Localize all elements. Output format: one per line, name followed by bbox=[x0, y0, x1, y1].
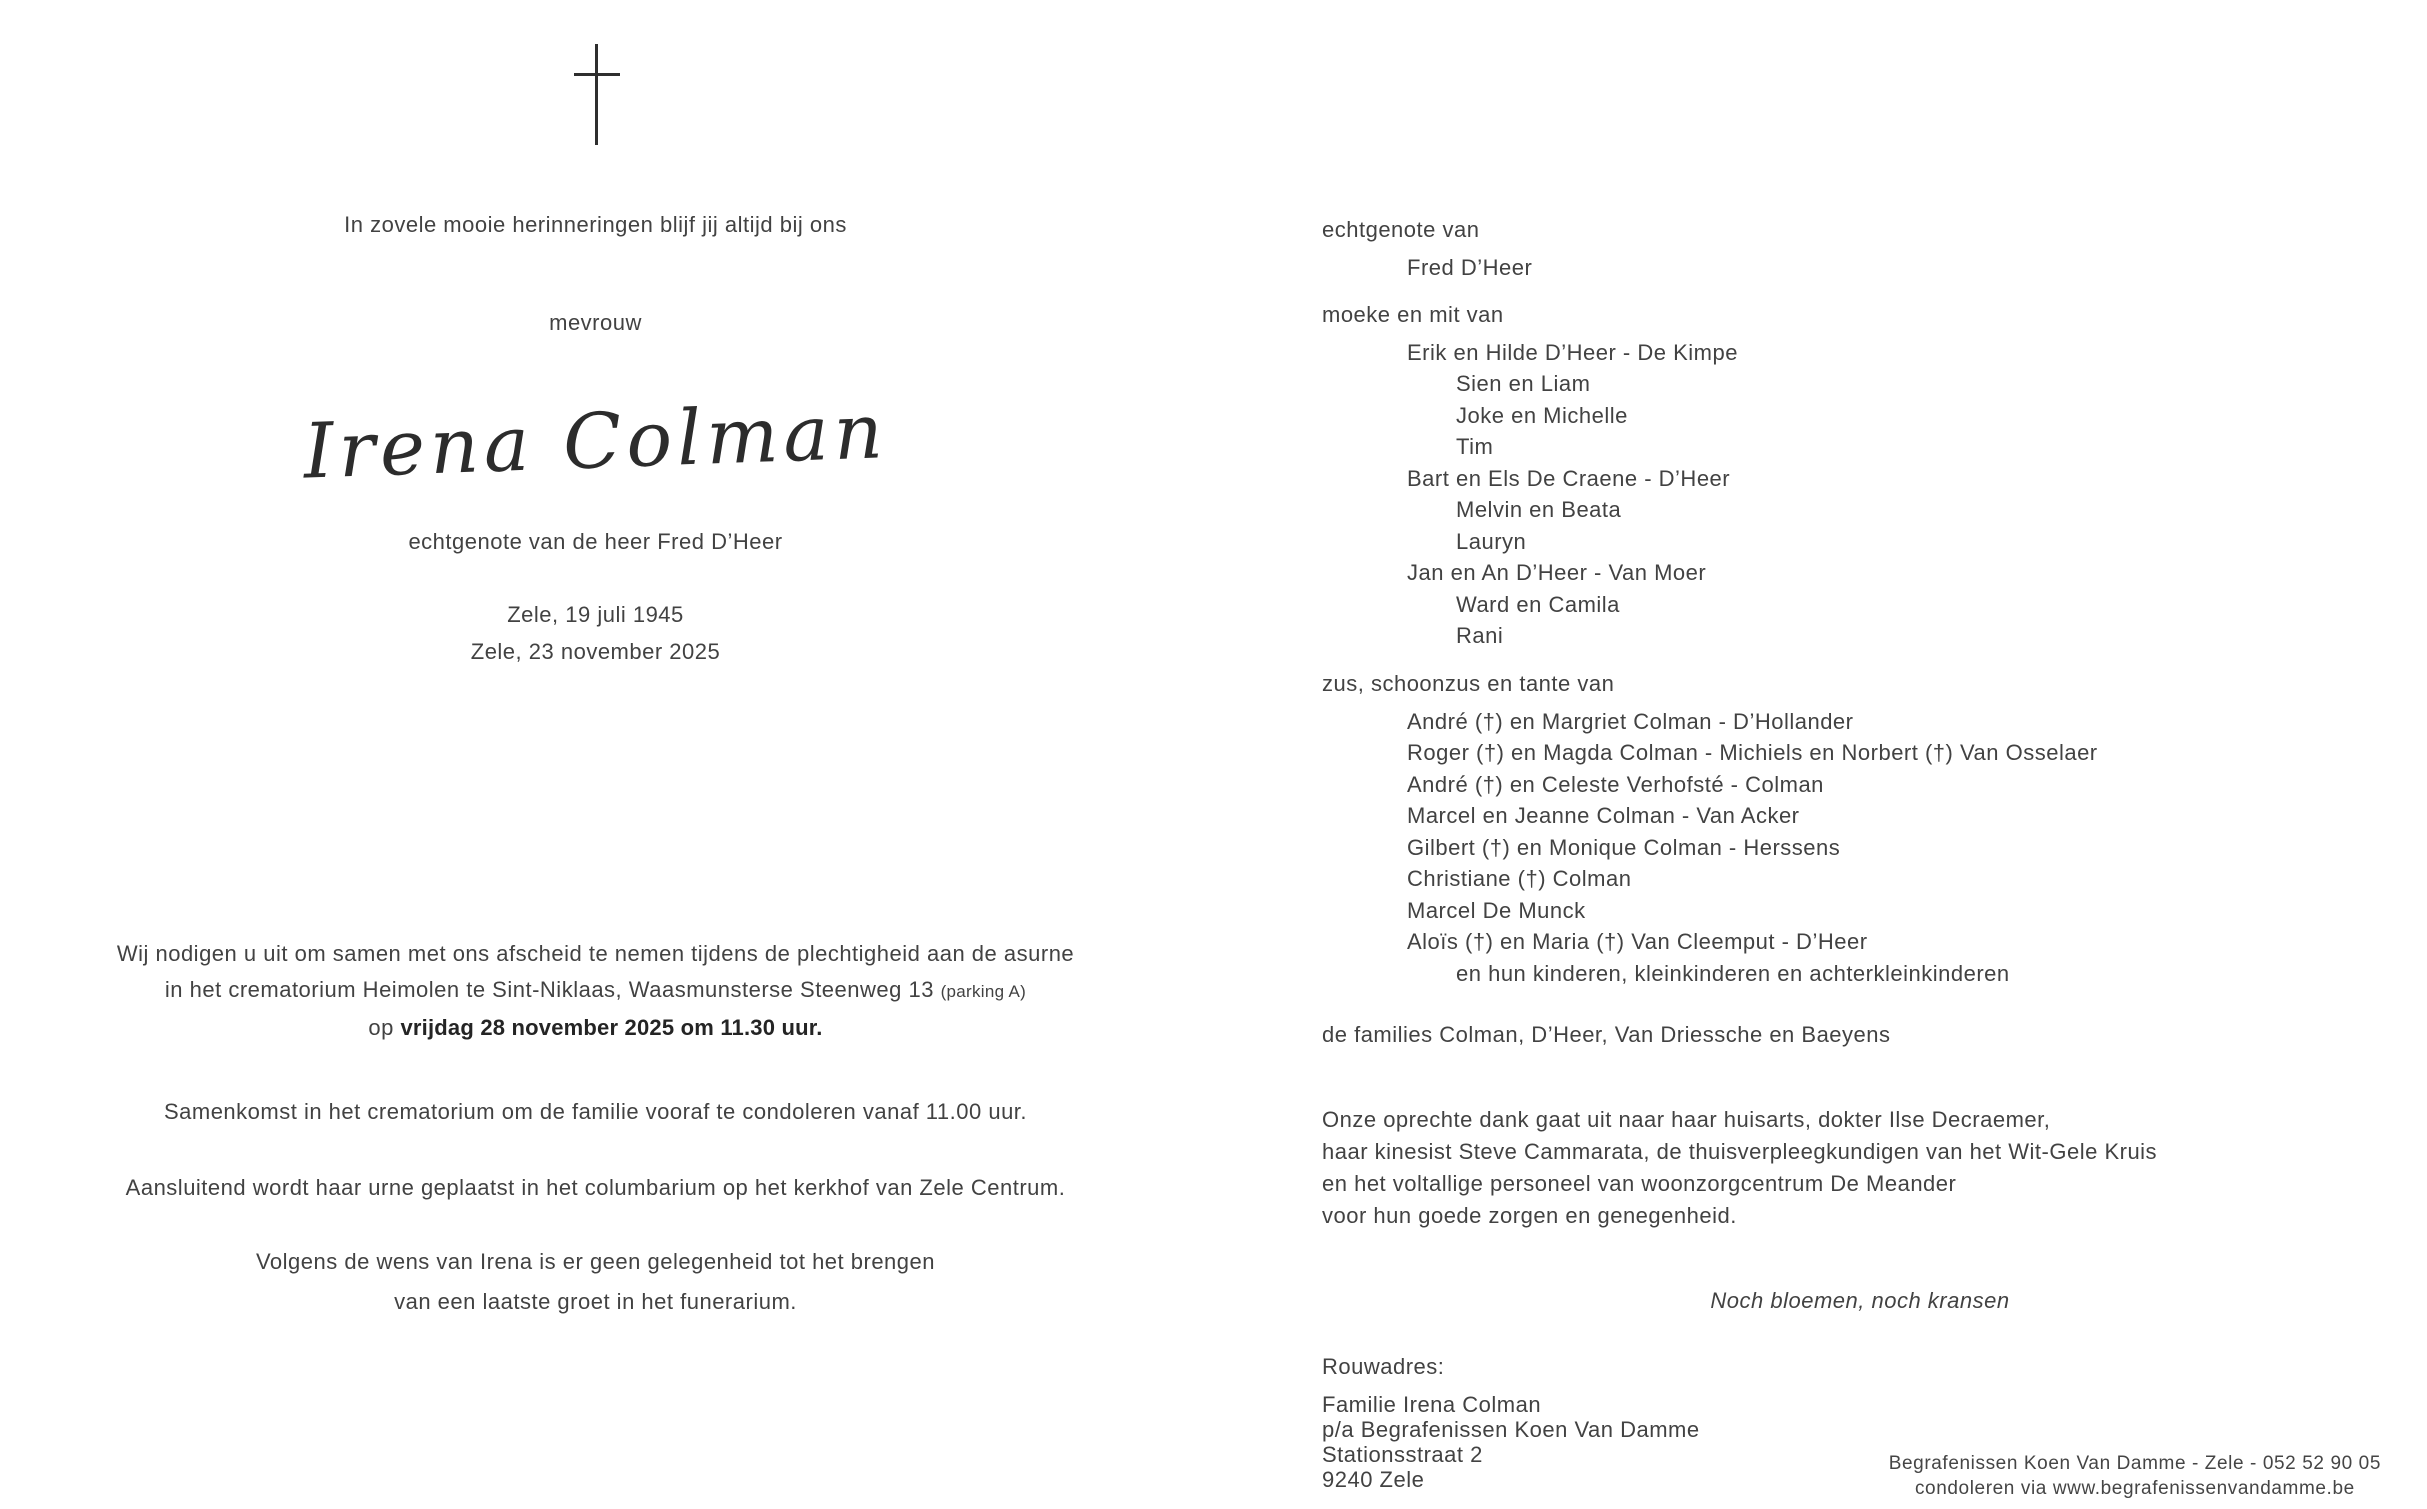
section-header-zus: zus, schoonzus en tante van bbox=[1322, 670, 1615, 696]
christian-cross-icon bbox=[574, 44, 620, 145]
family-member-line: Roger (†) en Magda Colman - Michiels en Norbert (†) Van Osselaer bbox=[1407, 740, 2098, 765]
no-flowers-line: Noch bloemen, noch kransen bbox=[1710, 1288, 2010, 1313]
parking-note: (parking A) bbox=[940, 982, 1027, 1001]
salutation: mevrouw bbox=[549, 310, 642, 335]
mourning-address-line-2: p/a Begrafenissen Koen Van Damme bbox=[1322, 1417, 1700, 1442]
family-member-line: André (†) en Margriet Colman - D’Hollander bbox=[1407, 708, 1854, 734]
family-member-line: Sien en Liam bbox=[1456, 371, 1591, 396]
family-member-line: Gilbert (†) en Monique Colman - Herssens bbox=[1407, 834, 1841, 860]
funeral-home-contact-line: Begrafenissen Koen Van Damme - Zele - 052 52 90 05 bbox=[1888, 1453, 2381, 1474]
farewell-wish-line-2: van een laatste groet in het funerarium. bbox=[394, 1289, 797, 1314]
family-member-line: Melvin en Beata bbox=[1456, 497, 1622, 522]
farewell-wish-line-1: Volgens de wens van Irena is er geen gelegenheid tot het brengen bbox=[255, 1249, 936, 1274]
spouse-line: echtgenote van de heer Fred D’Heer bbox=[408, 529, 783, 554]
mourning-address-line-3: Stationsstraat 2 bbox=[1322, 1442, 1483, 1467]
deceased-name-signature: Irena Colman bbox=[301, 386, 890, 496]
acknowledgement-paragraph bbox=[1322, 1104, 2427, 1232]
ceremony-datetime: vrijdag 28 november 2025 om 11.30 uur. bbox=[400, 1015, 823, 1040]
thanks-line-4: voor hun goede zorgen en genegenheid. bbox=[1322, 1203, 1737, 1228]
families-line: de families Colman, D’Heer, Van Driessche en Baeyens bbox=[1322, 1022, 1891, 1047]
invitation-line-2 bbox=[0, 972, 1191, 1010]
thanks-line-3: en het voltallige personeel van woonzorgcentrum De Meander bbox=[1322, 1171, 1957, 1196]
family-member-line: Erik en Hilde D’Heer - De Kimpe bbox=[1407, 339, 1738, 365]
section-header-echtgenote: echtgenote van bbox=[1322, 217, 1480, 242]
invitation-line-1: Wij nodigen u uit om samen met ons afscheid te nemen tijdens de plechtigheid aan de asurne bbox=[116, 941, 1075, 966]
cross-horizontal-bar bbox=[574, 73, 620, 76]
family-member-line: Christiane (†) Colman bbox=[1407, 866, 1632, 891]
family-member-line: André (†) en Celeste Verhofsté - Colman bbox=[1407, 771, 1824, 797]
mourning-address-label: Rouwadres: bbox=[1322, 1354, 1445, 1379]
cross-vertical-bar bbox=[595, 44, 598, 145]
family-member-line: Rani bbox=[1456, 623, 1504, 648]
mourning-address-line-4: 9240 Zele bbox=[1322, 1467, 1425, 1492]
section-header-moeke: moeke en mit van bbox=[1322, 301, 1504, 327]
family-member-line: Marcel De Munck bbox=[1407, 897, 1586, 923]
memorial-quote: In zovele mooie herinneringen blijf jij altijd bij ons bbox=[344, 212, 847, 237]
family-member-line: Aloïs (†) en Maria (†) Van Cleemput - D’Heer bbox=[1407, 929, 1868, 954]
invitation-line-3 bbox=[0, 1010, 1191, 1046]
invitation-date-prefix: op bbox=[368, 1015, 401, 1040]
family-member-line: Bart en Els De Craene - D’Heer bbox=[1407, 465, 1731, 491]
family-member-line: Jan en An D’Heer - Van Moer bbox=[1407, 560, 1707, 585]
family-member-line: Ward en Camila bbox=[1456, 591, 1620, 617]
birth-date-line: Zele, 19 juli 1945 bbox=[507, 602, 684, 627]
ceremony-invitation bbox=[0, 936, 1213, 1046]
family-member-line: Tim bbox=[1456, 434, 1494, 459]
family-member-line: Marcel en Jeanne Colman - Van Acker bbox=[1407, 803, 1800, 828]
funeral-home-footer bbox=[1889, 1451, 2381, 1501]
condolence-gathering-line: Samenkomst in het crematorium om de familie vooraf te condoleren vanaf 11.00 uur. bbox=[163, 1099, 1028, 1124]
family-member-line: Joke en Michelle bbox=[1456, 402, 1628, 428]
thanks-line-1: Onze oprechte dank gaat uit naar haar huisarts, dokter Ilse Decraemer, bbox=[1322, 1107, 2051, 1132]
left-page bbox=[0, 0, 1213, 1509]
right-page bbox=[1213, 214, 2427, 1492]
farewell-wish bbox=[0, 1242, 1213, 1322]
family-member-line: en hun kinderen, kleinkinderen en achterkleinkinderen bbox=[1456, 960, 2010, 986]
urn-placement-line: Aansluitend wordt haar urne geplaatst in het columbarium op het kerkhof van Zele Centrum. bbox=[125, 1175, 1066, 1200]
family-member-line: Lauryn bbox=[1456, 528, 1527, 554]
condolence-website-line: condoleren via www.begrafenissenvandamme.be bbox=[1914, 1478, 2355, 1499]
family-member-line: Fred D’Heer bbox=[1407, 255, 1533, 280]
death-date-line: Zele, 23 november 2025 bbox=[470, 639, 721, 664]
thanks-line-2: haar kinesist Steve Cammarata, de thuisverpleegkundigen van het Wit-Gele Kruis bbox=[1322, 1139, 2158, 1164]
invitation-location: in het crematorium Heimolen te Sint-Niklaas, Waasmunsterse Steenweg 13 bbox=[164, 977, 934, 1002]
mourning-address-line-1: Familie Irena Colman bbox=[1322, 1392, 1542, 1417]
